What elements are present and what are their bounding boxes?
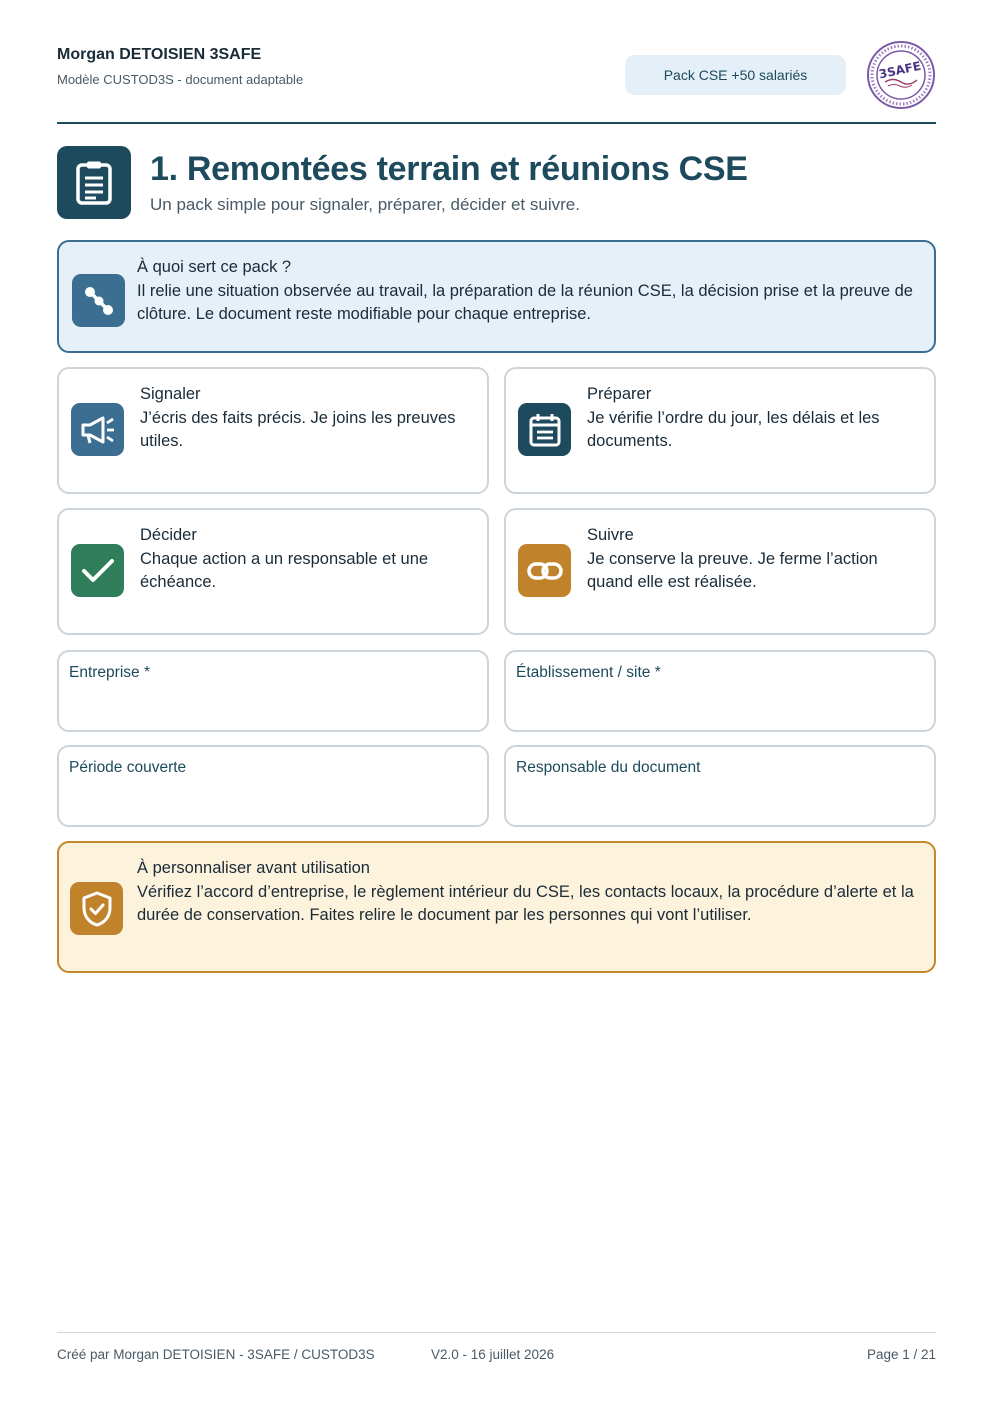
share-nodes-icon [72,274,125,327]
footer-version: V2.0 - 16 juillet 2026 [431,1347,555,1362]
step-title: Signaler [140,385,201,403]
document-owner-field[interactable] [504,745,936,827]
check-icon [71,544,124,597]
warning-title: À personnaliser avant utilisation [137,859,370,877]
shield-check-icon [70,882,123,935]
purpose-title: À quoi sert ce pack ? [137,258,292,276]
calendar-icon [518,403,571,456]
field-label: Établissement / site * [516,664,661,681]
field-label: Période couverte [69,759,187,776]
site-field[interactable] [504,650,936,732]
step-title: Suivre [587,526,634,544]
purpose-text: Il relie une situation observée au travail, la préparation de la réunion CSE, la décision prise et la preuve de clôture. Le document reste modifiable pour chaque entreprise. [137,282,913,323]
author-name: Morgan DETOISIEN 3SAFE [57,46,262,63]
section-header [57,146,936,221]
clipboard-icon [57,146,131,219]
svg-text:3SAFE: 3SAFE [877,58,923,82]
customize-warning-box [57,841,936,973]
step-title: Préparer [587,385,652,403]
footer-credit: Créé par Morgan DETOISIEN - 3SAFE / CUSTOD3S [57,1347,375,1362]
field-label: Responsable du document [516,759,701,776]
page-number: Page 1 / 21 [866,1347,936,1362]
step-text: J’écris des faits précis. Je joins les preuves utiles. [140,409,456,450]
page-footer [57,1332,936,1372]
model-label: Modèle CUSTOD3S - document adaptable [57,72,304,87]
step-card-decider [57,508,489,635]
seal-logo [866,40,936,110]
step-text: Chaque action a un responsable et une échéance. [140,550,429,591]
step-card-suivre [504,508,936,635]
megaphone-icon [71,403,124,456]
period-field[interactable] [57,745,489,827]
step-title: Décider [140,526,197,544]
warning-text: Vérifiez l’accord d’entreprise, le règlement intérieur du CSE, les contacts locaux, la procédure d’alerte et la durée de conservation. Faites relire le document par les personnes qui vont l’utiliser. [137,883,914,924]
pack-badge: Pack CSE +50 salariés [625,55,846,95]
step-card-signaler [57,367,489,494]
purpose-box [57,240,936,353]
company-field[interactable] [57,650,489,732]
page-header [57,46,936,124]
link-icon [518,544,571,597]
step-card-preparer [504,367,936,494]
page-subtitle: Un pack simple pour signaler, préparer, décider et suivre. [150,195,580,214]
step-text: Je vérifie l’ordre du jour, les délais et les documents. [587,409,880,450]
field-label: Entreprise * [69,664,150,681]
page-title: 1. Remontées terrain et réunions CSE [150,150,748,188]
step-text: Je conserve la preuve. Je ferme l’action quand elle est réalisée. [587,550,878,591]
